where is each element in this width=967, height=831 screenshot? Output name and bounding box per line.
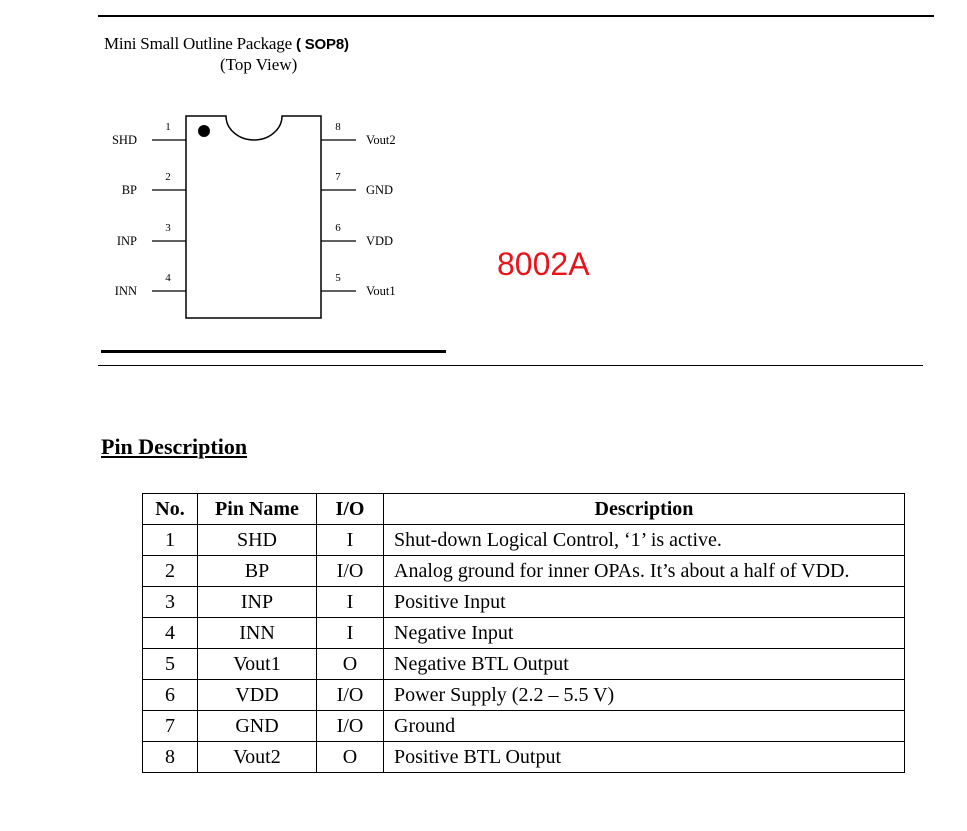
pin-number: 6: [335, 222, 341, 234]
cell-no: 5: [143, 649, 198, 680]
cell-description: Shut-down Logical Control, ‘1’ is active.: [384, 525, 905, 556]
table-row: [143, 680, 905, 711]
table-row: [143, 618, 905, 649]
pin-name-label: INP: [116, 234, 137, 248]
table-row: [143, 711, 905, 742]
cell-no: 1: [143, 525, 198, 556]
cell-pin-name: SHD: [198, 525, 317, 556]
right-pins: [321, 121, 396, 298]
pin-name-label: INN: [114, 284, 137, 298]
cell-pin-name: BP: [198, 556, 317, 587]
header-pin-name: Pin Name: [198, 494, 317, 525]
cell-pin-name: Vout2: [198, 742, 317, 773]
cell-io: I: [317, 525, 384, 556]
cell-no: 6: [143, 680, 198, 711]
cell-no: 3: [143, 587, 198, 618]
cell-io: I: [317, 587, 384, 618]
cell-description: Power Supply (2.2 – 5.5 V): [384, 680, 905, 711]
pin-name-label: VDD: [366, 234, 394, 248]
cell-no: 4: [143, 618, 198, 649]
table-row: [143, 742, 905, 773]
cell-pin-name: Vout1: [198, 649, 317, 680]
cell-pin-name: GND: [198, 711, 317, 742]
cell-io: O: [317, 742, 384, 773]
table-row: [143, 587, 905, 618]
package-view-label: (Top View): [220, 55, 298, 74]
package-code: ( SOP8): [295, 36, 349, 53]
pin-name-label: Vout1: [366, 284, 396, 298]
pin-number: 4: [165, 272, 171, 284]
cell-io: O: [317, 649, 384, 680]
pinout-diagram: [0, 0, 967, 400]
cell-pin-name: INN: [198, 618, 317, 649]
cell-io: I/O: [317, 680, 384, 711]
section-rule: [98, 365, 923, 366]
table-body: [143, 525, 905, 773]
cell-description: Negative Input: [384, 618, 905, 649]
cell-description: Positive Input: [384, 587, 905, 618]
cell-description: Ground: [384, 711, 905, 742]
part-number-label: 8002A: [497, 246, 590, 282]
header-no: No.: [143, 494, 198, 525]
cell-pin-name: VDD: [198, 680, 317, 711]
cell-description: Negative BTL Output: [384, 649, 905, 680]
pin-number: 2: [165, 171, 171, 183]
package-title-text: Mini Small Outline Package: [104, 34, 292, 53]
pin-name-label: Vout2: [366, 133, 396, 147]
pin-description-heading: Pin Description: [101, 434, 248, 459]
pin-name-label: GND: [366, 183, 394, 197]
table-row: [143, 556, 905, 587]
cell-pin-name: INP: [198, 587, 317, 618]
short-rule: [101, 350, 446, 353]
cell-description: Analog ground for inner OPAs. It’s about a half of VDD.: [384, 556, 905, 587]
header-io: I/O: [317, 494, 384, 525]
cell-no: 2: [143, 556, 198, 587]
cell-io: I: [317, 618, 384, 649]
table-row: [143, 525, 905, 556]
pin-number: 7: [335, 171, 341, 183]
cell-io: I/O: [317, 556, 384, 587]
pin-name-label: SHD: [111, 133, 137, 147]
left-pins: [112, 121, 186, 298]
pin1-marker-dot: [198, 125, 210, 137]
pin-number: 3: [165, 222, 171, 234]
pin-number: 1: [165, 121, 171, 133]
cell-no: 8: [143, 742, 198, 773]
header-description: Description: [384, 494, 905, 525]
cell-no: 7: [143, 711, 198, 742]
cell-io: I/O: [317, 711, 384, 742]
pin-name-label: BP: [121, 183, 137, 197]
table-row: [143, 649, 905, 680]
ic-body: [186, 116, 321, 318]
table-header-row: [143, 494, 905, 525]
cell-description: Positive BTL Output: [384, 742, 905, 773]
pin-number: 8: [335, 121, 341, 133]
pin-number: 5: [335, 272, 341, 284]
pin-description-table: [142, 493, 905, 773]
